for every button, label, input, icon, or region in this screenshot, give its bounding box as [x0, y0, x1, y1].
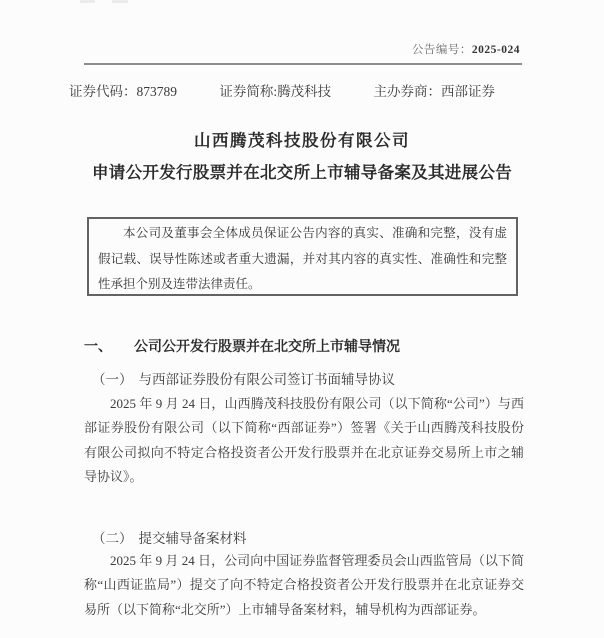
section-1-number: 一、 [84, 340, 112, 355]
subsection-1-heading [92, 368, 395, 388]
subsection-2-heading [92, 527, 247, 547]
subsection-1-paragraph: 2025 年 9 月 24 日，山西腾茂科技股份有限公司（以下简称“公司”）与西部证券股份有限公司（以下简称“西部证券”）签署《关于山西腾茂科技股份有限公司拟向不特定合格投资者公开发行股票并在北京证券交易所上市之辅导协议》。 [84, 396, 524, 485]
stock-name [219, 80, 331, 100]
securities-header-row [69, 80, 495, 100]
disclaimer-text: 本公司及董事会全体成员保证公告内容的真实、准确和完整，没有虚假记载、误导性陈述或者重大遗漏，并对其内容的真实性、准确性和完整性承担个别及连带法律责任。 [98, 226, 507, 291]
subsection-1-title: 与西部证券股份有限公司签订书面辅导协议 [138, 372, 395, 387]
stock-code-label: 证券代码： [69, 84, 137, 99]
announcement-title: 申请公开发行股票并在北交所上市辅导备案及其进展公告 [92, 163, 512, 182]
stock-code [69, 80, 177, 100]
stock-code-value: 873789 [136, 84, 177, 99]
subsection-1-number: （一） [92, 372, 133, 387]
announcement-number [412, 41, 520, 57]
cropped-text-remnant [80, 0, 95, 3]
section-1-heading [84, 336, 400, 356]
subsection-2-title: 提交辅导备案材料 [138, 531, 247, 546]
sponsor-label: 主办券商： [373, 84, 441, 99]
disclaimer-box [87, 217, 518, 296]
cropped-text-remnant [112, 0, 128, 3]
stock-name-value: 腾茂科技 [277, 84, 332, 99]
announcement-number-value: 2025-024 [471, 44, 520, 56]
section-1-title: 公司公开发行股票并在北交所上市辅导情况 [134, 340, 400, 355]
announcement-number-label: 公告编号： [411, 44, 472, 56]
sponsor [373, 80, 495, 100]
header-divider-line [84, 63, 522, 65]
stock-name-label: 证券简称: [219, 84, 278, 99]
company-name-title: 山西腾茂科技股份有限公司 [194, 131, 410, 150]
sponsor-value: 西部证券 [440, 84, 495, 99]
subsection-2-number: （二） [92, 531, 133, 546]
subsection-2-paragraph: 2025 年 9 月 24 日，公司向中国证券监督管理委员会山西监管局（以下简称“山西证监局”）提交了向不特定合格投资者公开发行股票并在北京证券交易所（以下简称“北交所”）上市辅导备案材料，辅导机构为西部证券。 [84, 553, 524, 617]
